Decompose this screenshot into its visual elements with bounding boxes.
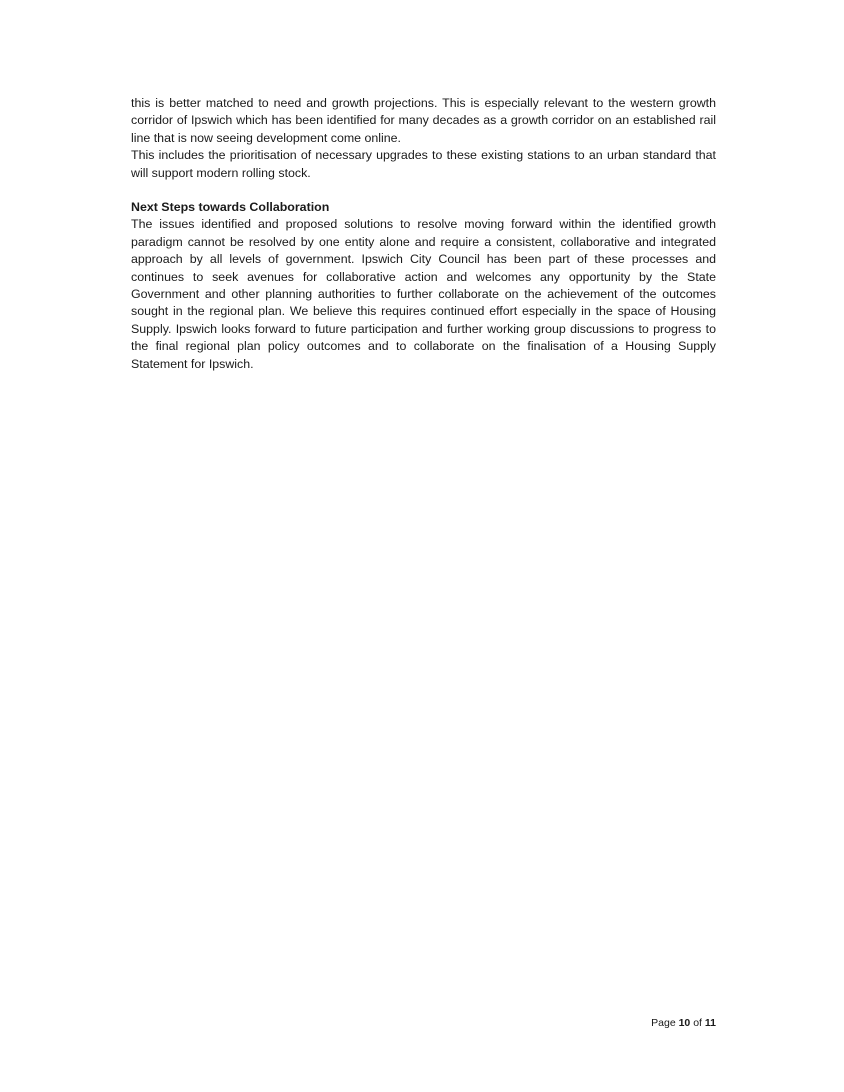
page-label: Page	[651, 1017, 676, 1029]
total-page-count: 11	[704, 1017, 716, 1029]
document-body	[131, 95, 716, 373]
page-footer	[651, 1016, 716, 1030]
page-of-label: of	[693, 1017, 702, 1029]
current-page-number: 10	[678, 1017, 691, 1029]
body-paragraph-rail-corridor: this is better matched to need and growth projections. This is especially relevant to the western growth corridor of Ipswich which has been identified for many decades as a growth corridor on an established rail line that is now seeing development come online.	[131, 96, 716, 145]
body-paragraph-collaboration: The issues identified and proposed solutions to resolve moving forward within the identified growth paradigm cannot be resolved by one entity alone and require a consistent, collaborative and integrated approach by all levels of government. Ipswich City Council has been part of these processes and continues to seek avenues for collaborative action and welcomes any opportunity by the State Government and other planning authorities to further collaborate on the achievement of the outcomes sought in the regional plan. We believe this requires continued effort especially in the space of Housing Supply. Ipswich looks forward to future participation and further working group discussions to progress to the final regional plan policy outcomes and to collaborate on the finalisation of a Housing Supply Statement for Ipswich.	[131, 217, 716, 371]
section-heading: Next Steps towards Collaboration	[131, 200, 330, 215]
body-paragraph-station-upgrades: This includes the prioritisation of necessary upgrades to these existing stations to an urban standard that will support modern rolling stock.	[131, 148, 716, 180]
